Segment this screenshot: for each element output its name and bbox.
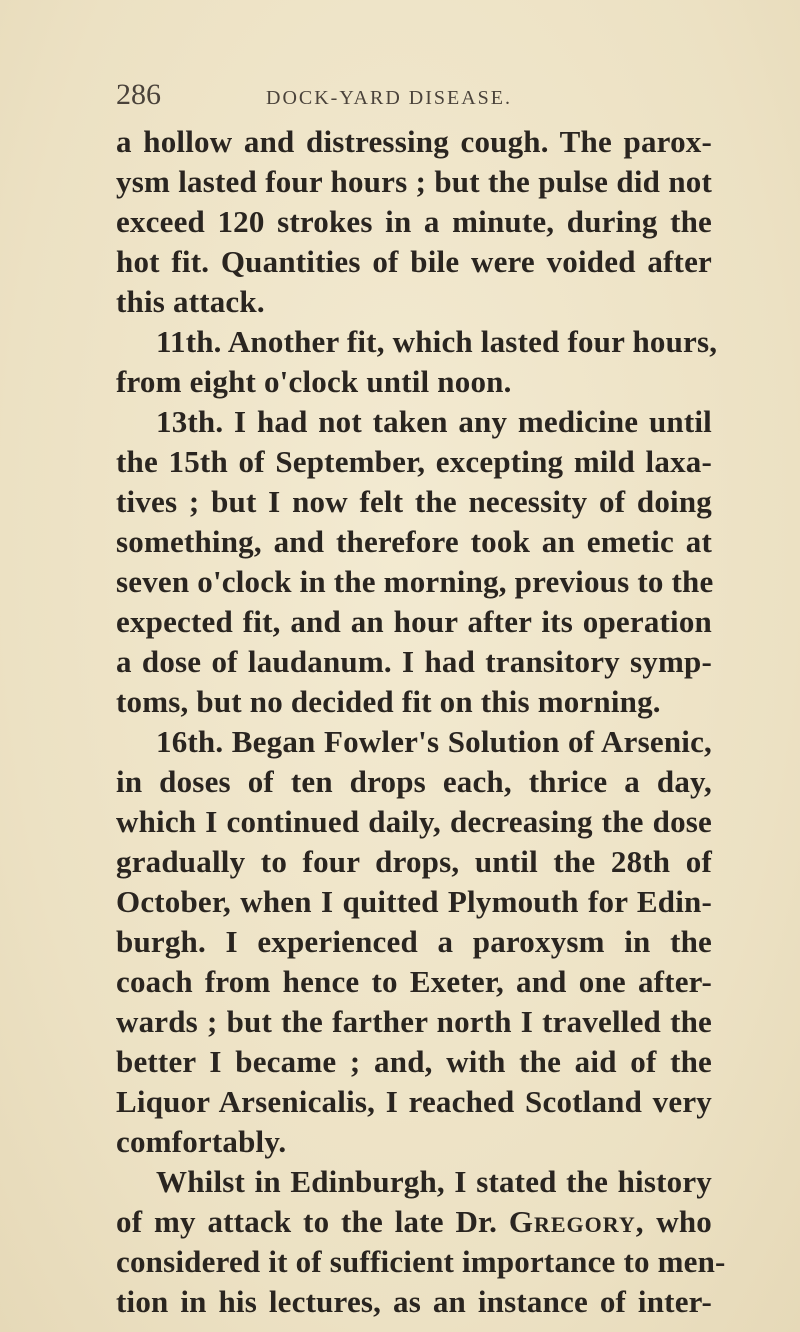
running-head	[116, 78, 676, 114]
body-text	[116, 122, 726, 1322]
text-line: expected fit, and an hour after its operation	[116, 604, 712, 639]
text-line: seven o'clock in the morning, previous to the	[116, 564, 714, 599]
text-line: which I continued daily, decreasing the dose	[116, 804, 712, 839]
text-line: gradually to four drops, until the 28th of	[116, 844, 712, 879]
person-name: Gregory,	[508, 1204, 645, 1239]
text-line: burgh. I experienced a paroxysm in the	[116, 924, 712, 959]
text-line: considered it of sufficient importance to men-	[116, 1244, 726, 1279]
text-line: 13th. I had not taken any medicine until	[156, 404, 712, 439]
text-line: the 15th of September, excepting mild laxa-	[116, 444, 712, 479]
text-line: coach from hence to Exeter, and one after-	[116, 964, 712, 999]
text-line: this attack.	[116, 284, 265, 319]
text-line: a dose of laudanum. I had transitory symp-	[116, 644, 712, 679]
text-line: a hollow and distressing cough. The parox-	[116, 124, 712, 159]
text-line: tion in his lectures, as an instance of inter-	[116, 1284, 712, 1319]
text-line	[116, 1202, 712, 1242]
text-line: in doses of ten drops each, thrice a day,	[116, 764, 712, 799]
text-line: tives ; but I now felt the necessity of doing	[116, 484, 712, 519]
text-fragment: who	[644, 1204, 712, 1239]
text-line: something, and therefore took an emetic at	[116, 524, 712, 559]
text-line: wards ; but the farther north I travelled the	[116, 1004, 712, 1039]
running-title: DOCK-YARD DISEASE.	[266, 87, 513, 109]
text-line: October, when I quitted Plymouth for Edin-	[116, 884, 712, 919]
text-line: Liquor Arsenicalis, I reached Scotland very	[116, 1084, 712, 1119]
text-line: ysm lasted four hours ; but the pulse did not	[116, 164, 712, 199]
text-fragment: of my attack to the late Dr.	[116, 1204, 498, 1239]
text-line: exceed 120 strokes in a minute, during the	[116, 204, 712, 239]
text-line: from eight o'clock until noon.	[116, 364, 512, 399]
text-line: 16th. Began Fowler's Solution of Arsenic,	[156, 724, 712, 759]
text-line: hot fit. Quantities of bile were voided after	[116, 244, 712, 279]
text-line: comfortably.	[116, 1124, 287, 1159]
text-line: Whilst in Edinburgh, I stated the history	[156, 1164, 712, 1199]
text-line: better I became ; and, with the aid of the	[116, 1044, 712, 1079]
text-line: 11th. Another fit, which lasted four hours,	[156, 324, 718, 359]
text-line: toms, but no decided fit on this morning.	[116, 684, 661, 719]
page-number: 286	[116, 78, 161, 111]
